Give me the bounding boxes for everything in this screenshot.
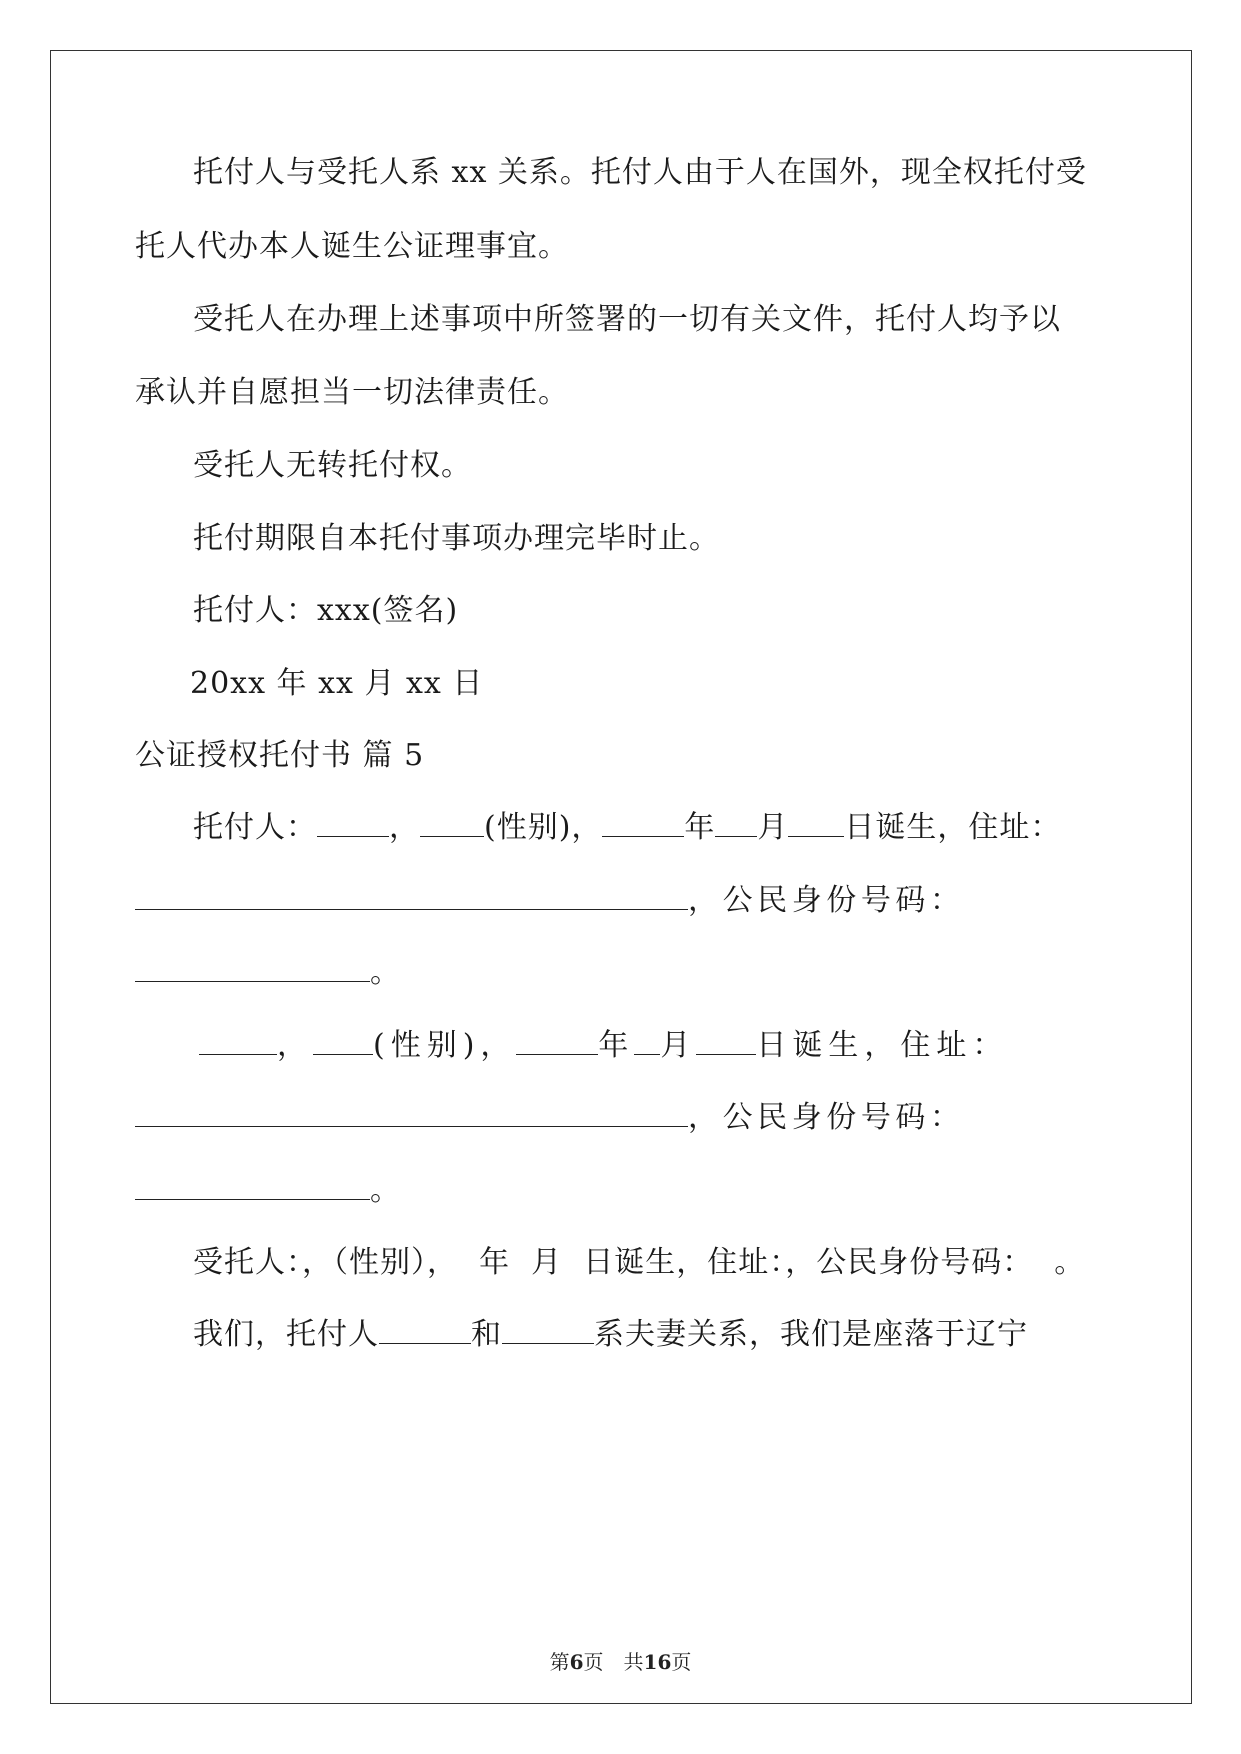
name-blank [317,808,389,837]
address-blank [135,1098,688,1127]
text-segment: 我们，托付人 [193,1317,379,1352]
id-label-char: 公 [722,883,754,918]
signature-line: 托付人：xxx(签名) [193,593,459,628]
id-blank [135,1171,370,1200]
id-label-char: 码 [895,883,927,918]
id-label-char: 号 [860,1100,892,1135]
id-label-char: 码 [895,1100,927,1135]
id-blank [135,953,370,982]
form-line-agent: 受托人：，（性别）， 年 月 日诞生，住址：，公民身份号码： 。 [193,1245,1086,1280]
date-line: 20xx 年 xx 月 xx 日 [190,666,484,701]
year-blank [602,808,684,837]
id-label-char: 份 [826,883,858,918]
paragraph-line: 托人代办本人诞生公证理事宜。 [135,229,569,264]
id-label-char: ： [929,883,961,918]
footer-prefix: 第 [549,1650,570,1674]
section-heading: 公证授权托付书 篇 5 [135,738,425,773]
page-footer [0,1649,1241,1675]
gender-label: (性别)， [373,1028,517,1063]
gender-blank [420,808,484,837]
period: 。 [370,955,401,990]
name-blank [199,1026,277,1055]
month-label: 月 [660,1028,697,1063]
form-line-principal [193,808,1241,848]
paragraph-line: 托付人与受托人系 xx 关系。托付人由于人在国外，现全权托付受 [193,155,1087,190]
text-segment: 和 [471,1317,502,1352]
id-label-char: 身 [791,1100,823,1135]
id-label-char: ： [929,1100,961,1135]
paragraph-line: 承认并自愿担当一切法律责任。 [135,375,569,410]
form-line-address [135,1098,961,1138]
page-border [50,50,1192,1704]
address-blank [135,881,688,910]
form-line-id [135,953,1241,993]
id-label-char: 民 [757,883,789,918]
separator: ， [688,883,719,918]
paragraph-line: 受托人无转托付权。 [193,448,472,483]
gender-label: (性别)， [484,810,603,845]
year-label: 年 [684,810,716,845]
birth-address-label: 日诞生，住址： [756,1028,1009,1063]
birth-address-label: 日诞生，住址： [844,810,1062,845]
footer-suffix: 页 [671,1650,692,1674]
separator: ， [688,1100,719,1135]
paragraph-line: 托付期限自本托付事项办理完毕时止。 [193,521,720,556]
month-blank [715,808,757,837]
current-page-number: 6 [569,1650,584,1674]
month-label: 月 [757,810,789,845]
text-segment: 系夫妻关系，我们是座落于辽宁 [594,1317,1028,1352]
day-blank [696,1026,756,1055]
year-blank [516,1026,598,1055]
period: 。 [370,1173,401,1208]
id-label-char: 公 [722,1100,754,1135]
total-page-number: 16 [643,1650,672,1674]
id-label-char: 民 [757,1100,789,1135]
spouse-blank [379,1315,471,1344]
label: 托付人： [193,810,317,845]
paragraph-line: 受托人在办理上述事项中所签署的一切有关文件，托付人均予以 [193,302,1061,337]
paragraph-line [193,1315,1241,1355]
form-line-address [135,881,961,921]
spouse-blank [502,1315,594,1344]
id-label-char: 号 [860,883,892,918]
gender-blank [313,1026,373,1055]
separator: ， [277,1028,313,1063]
id-label-char: 份 [826,1100,858,1135]
month-blank [634,1026,660,1055]
id-label-char: 身 [791,883,823,918]
separator: ， [389,810,420,845]
footer-mid: 页 共 [583,1650,644,1674]
day-blank [788,808,844,837]
form-line-second-person [199,1026,1241,1066]
form-line-id [135,1171,1241,1211]
year-label: 年 [598,1028,635,1063]
